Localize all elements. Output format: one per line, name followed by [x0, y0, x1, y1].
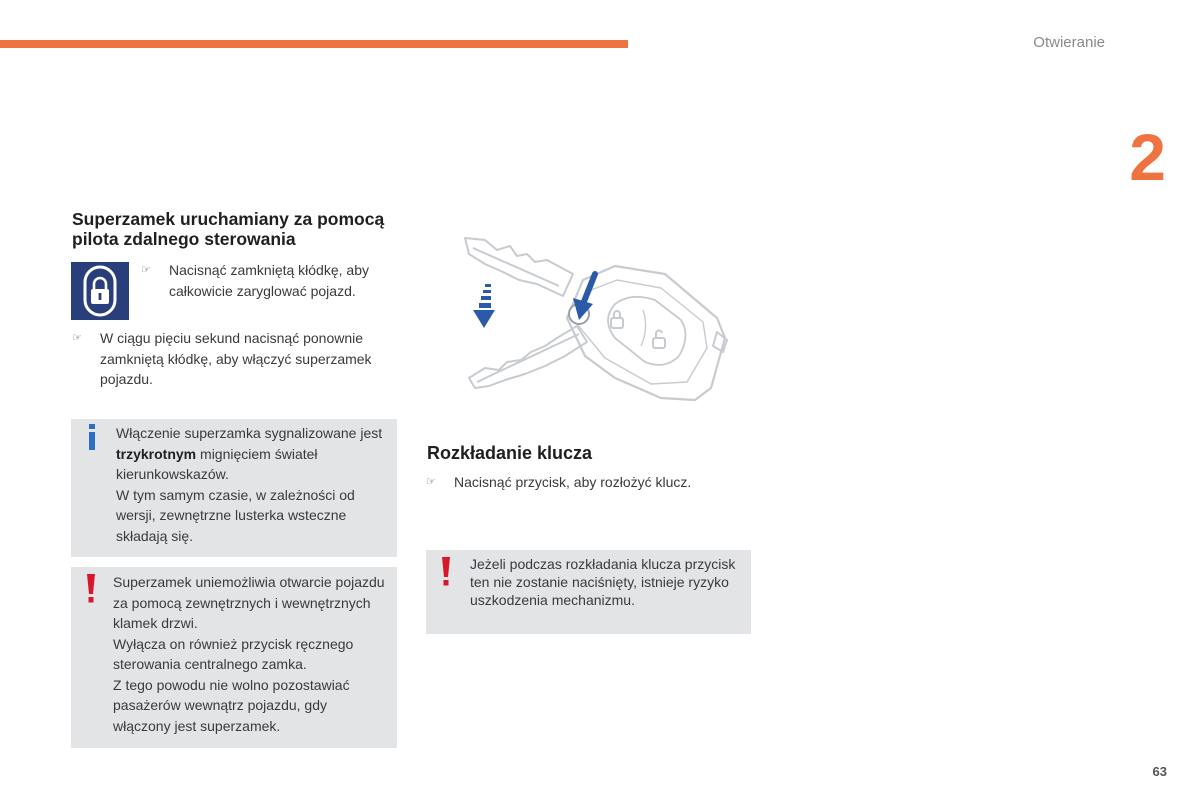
info-icon — [86, 424, 98, 450]
superlock-heading: Superzamek uruchamiany za pomocą pilota zdalnego sterowania — [72, 209, 385, 249]
pointing-hand-icon: ☞ — [426, 476, 436, 488]
exclamation-icon — [85, 574, 97, 604]
info-line1-bold: trzykrotnym — [116, 445, 197, 462]
superlock-step-2 — [72, 328, 400, 390]
pointing-hand-icon: ☞ — [141, 264, 151, 276]
exclamation-icon — [440, 557, 452, 587]
info-line1-end: mignięciem świateł kierunkowskazów. — [116, 445, 318, 482]
unfold-step-1 — [426, 472, 754, 493]
folding-key-remote-illustration — [455, 228, 740, 408]
superlock-step-1-text: Nacisnąć zamkniętą kłódkę, aby całkowicie zaryglować pojazd. — [169, 262, 369, 299]
info-line1-start: Włączenie superzamka sygnalizowane jest — [116, 425, 383, 441]
warning1-line3: Z tego powodu nie wolno pozostawiać pasażerów wewnątrz pojazdu, gdy włączony jest superzamek. — [113, 676, 350, 734]
header-accent-bar — [0, 40, 628, 48]
info-panel-text — [116, 423, 388, 546]
info-line2: W tym samym czasie, w zależności od wersji, zewnętrzne lusterka wsteczne składają się. — [116, 486, 355, 544]
warning-panel-unfold-text: Jeżeli podczas rozkładania klucza przycisk ten nie zostanie naciśnięty, istnieje ryzyko uszkodzenia mechanizmu. — [470, 556, 736, 608]
pointing-hand-icon: ☞ — [72, 332, 82, 344]
chapter-number: 2 — [1129, 120, 1166, 194]
warning-panel-superlock-text — [113, 572, 387, 736]
superlock-step-2-text: W ciągu pięciu sekund nacisnąć ponownie zamkniętą kłódkę, aby włączyć superzamek pojazdu. — [100, 330, 372, 387]
locked-padlock-icon — [71, 262, 129, 320]
warning1-line2: Wyłącza on również przycisk ręcznego sterowania centralnego zamka. — [113, 635, 354, 672]
superlock-step-1 — [141, 260, 404, 301]
unfold-key-heading: Rozkładanie klucza — [427, 443, 593, 463]
page-number: 63 — [1152, 764, 1167, 779]
warning1-line1: Superzamek uniemożliwia otwarcie pojazdu za pomocą zewnętrznych i wewnętrznych klamek drzwi. — [113, 574, 385, 631]
section-label: Otwieranie — [1033, 34, 1105, 51]
unfold-step-1-text: Nacisnąć przycisk, aby rozłożyć klucz. — [454, 474, 692, 490]
